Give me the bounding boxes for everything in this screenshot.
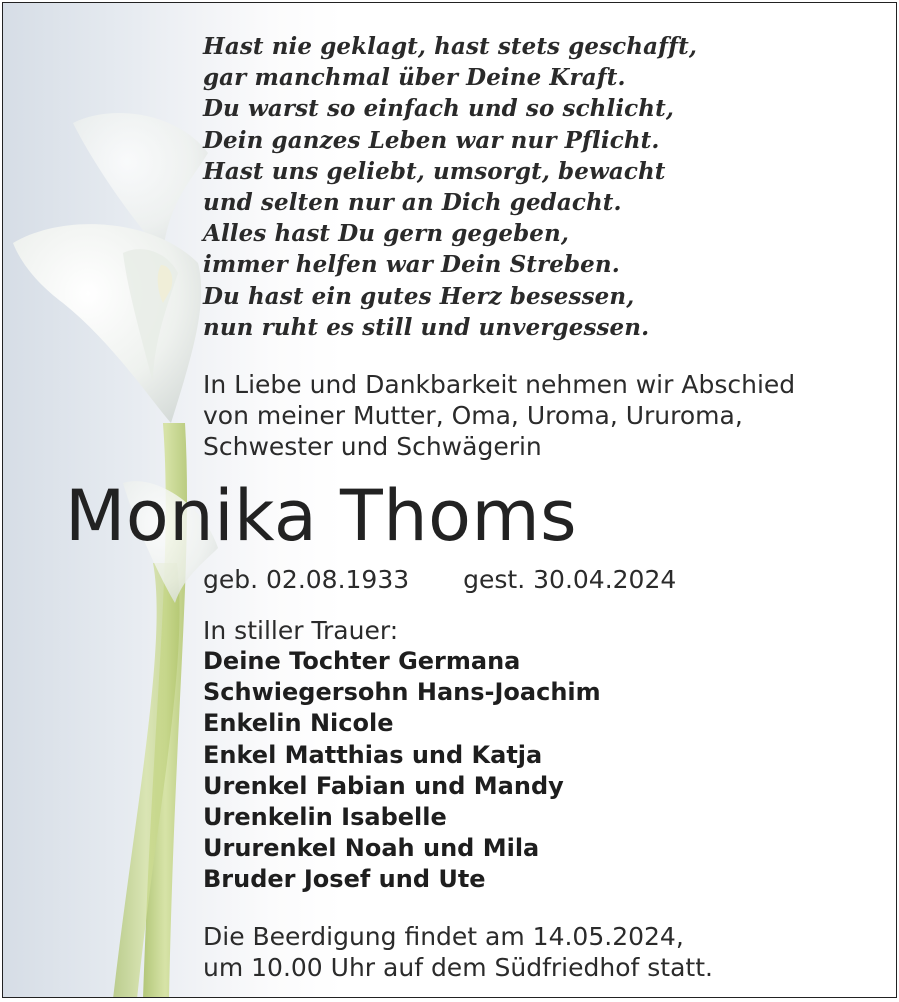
mourner: Enkel Matthias und Katja bbox=[203, 740, 543, 769]
funeral-notice bbox=[203, 921, 713, 983]
intro-line: In Liebe und Dankbarkeit nehmen wir Abschied bbox=[203, 370, 796, 399]
mourner: Schwiegersohn Hans-Joachim bbox=[203, 678, 601, 707]
birth-date: geb. 02.08.1933 bbox=[203, 565, 410, 594]
intro-line: Schwester und Schwägerin bbox=[203, 432, 542, 461]
obituary-card bbox=[2, 2, 897, 998]
mourner: Urenkel Fabian und Mandy bbox=[203, 771, 564, 800]
poem-line: Du hast ein gutes Herz besessen, bbox=[203, 282, 635, 310]
funeral-line: um 10.00 Uhr auf dem Südfriedhof statt. bbox=[203, 953, 713, 982]
poem-line: Dein ganzes Leben war nur Pflicht. bbox=[203, 126, 660, 154]
mourner: Ururenkel Noah und Mila bbox=[203, 834, 540, 863]
poem bbox=[203, 31, 697, 343]
mourners-list bbox=[203, 646, 601, 896]
poem-line: Du warst so einfach und so schlicht, bbox=[203, 95, 674, 123]
poem-line: gar manchmal über Deine Kraft. bbox=[203, 64, 626, 92]
funeral-line: Die Beerdigung findet am 14.05.2024, bbox=[203, 922, 684, 951]
poem-line: immer helfen war Dein Streben. bbox=[203, 251, 620, 279]
mourner: Bruder Josef und Ute bbox=[203, 865, 486, 894]
life-dates bbox=[203, 563, 676, 597]
mourner: Enkelin Nicole bbox=[203, 709, 394, 738]
deceased-name: Monika Thoms bbox=[65, 475, 578, 557]
farewell-intro bbox=[203, 369, 795, 462]
death-date: gest. 30.04.2024 bbox=[463, 565, 677, 594]
mourners-heading: In stiller Trauer: bbox=[203, 616, 399, 645]
intro-line: von meiner Mutter, Oma, Uroma, Ururoma, bbox=[203, 401, 743, 430]
poem-line: Alles hast Du gern gegeben, bbox=[203, 220, 569, 248]
poem-line: Hast uns geliebt, umsorgt, bewacht bbox=[203, 157, 666, 185]
mourner: Urenkelin Isabelle bbox=[203, 803, 447, 832]
poem-line: nun ruht es still und unvergessen. bbox=[203, 313, 650, 341]
mourner: Deine Tochter Germana bbox=[203, 647, 521, 675]
poem-line: und selten nur an Dich gedacht. bbox=[203, 189, 622, 217]
poem-line: Hast nie geklagt, hast stets geschafft, bbox=[203, 33, 697, 60]
